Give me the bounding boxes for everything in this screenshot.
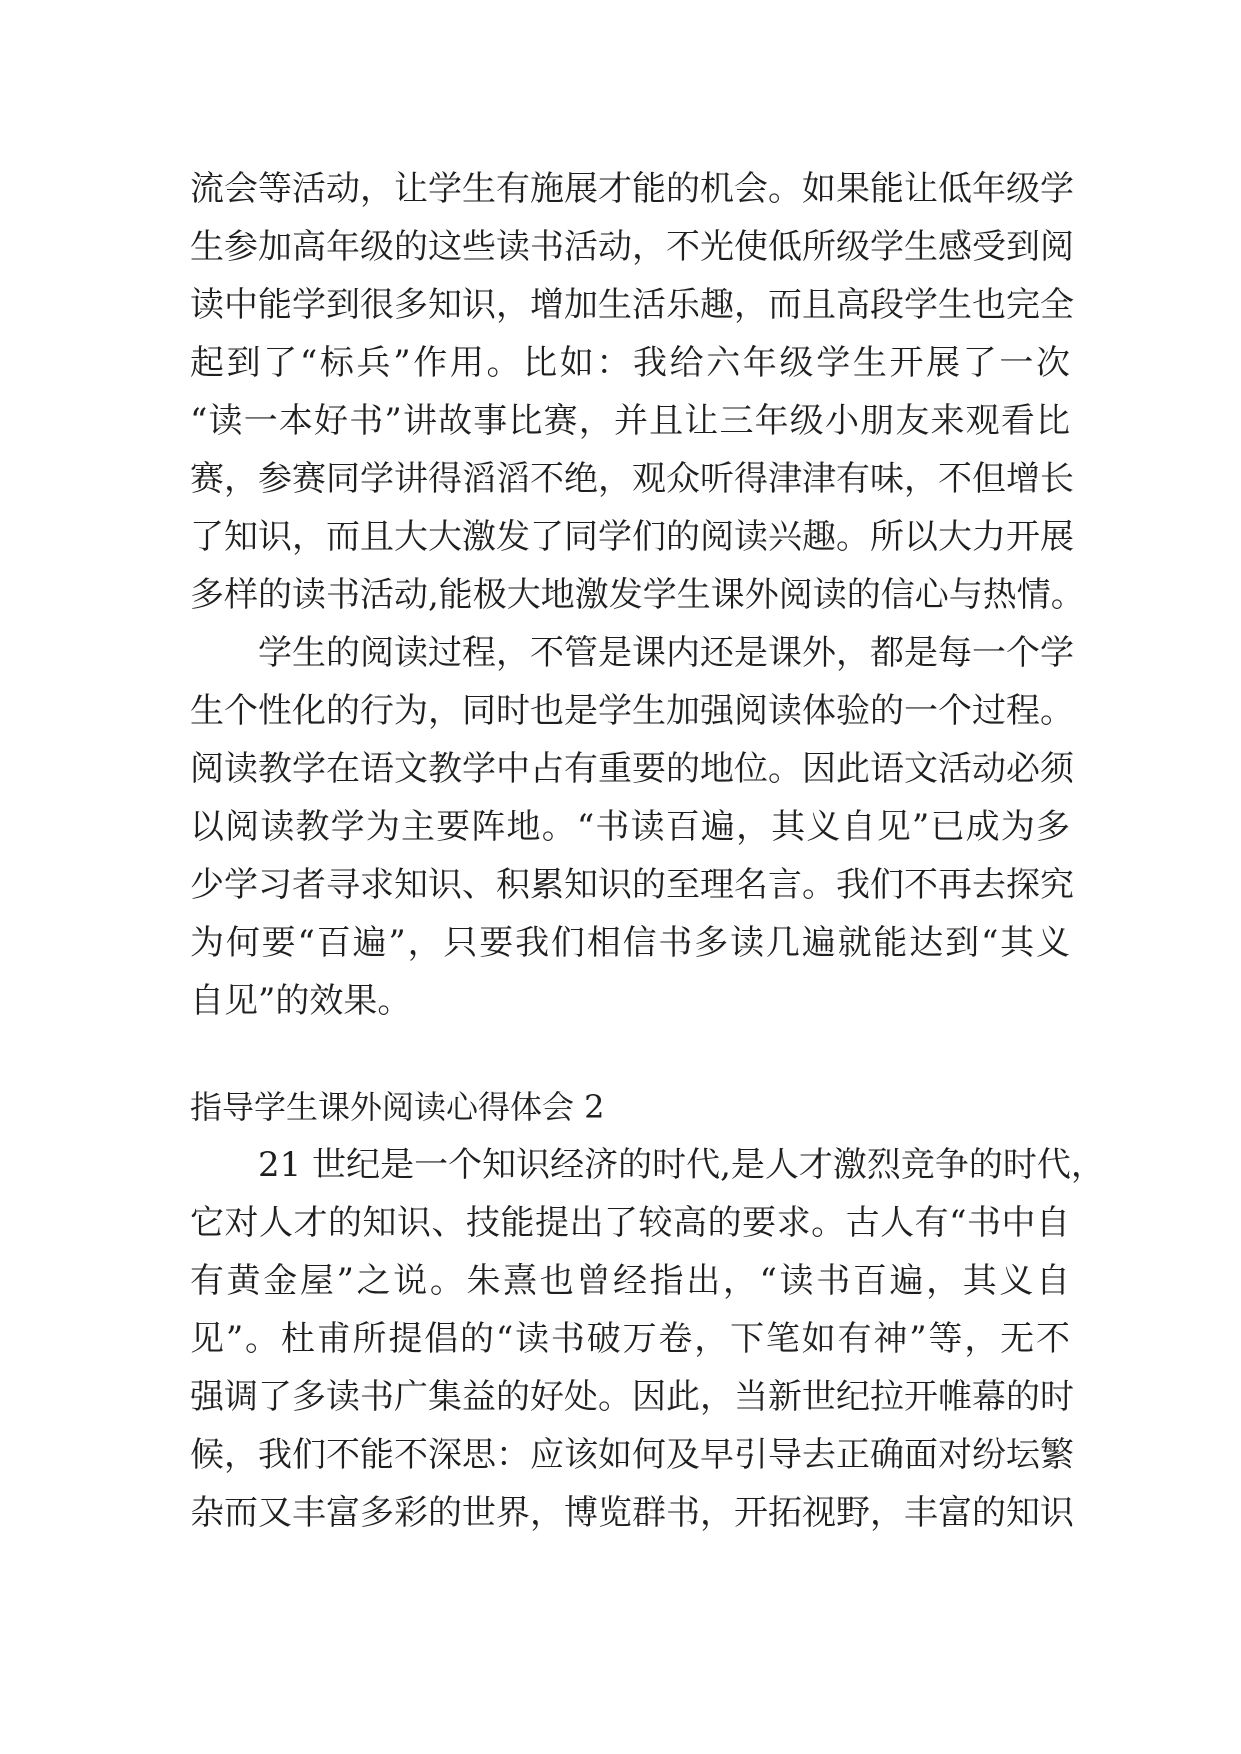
text-line: 生参加高年级的这些读书活动，不光使低所级学生感受到阅 bbox=[190, 227, 1074, 267]
text-line: 阅读教学在语文教学中占有重要的地位。因此语文活动必须 bbox=[190, 749, 1074, 789]
text-line: 见”。杜甫所提倡的“读书破万卷，下笔如有神”等，无不 bbox=[190, 1319, 1070, 1359]
text-line: 为何要“百遍”，只要我们相信书多读几遍就能达到“其义 bbox=[190, 923, 1070, 963]
text-line: 少学习者寻求知识、积累知识的至理名言。我们不再去探究 bbox=[190, 865, 1074, 905]
text-line: 起到了“标兵”作用。比如：我给六年级学生开展了一次 bbox=[190, 343, 1070, 383]
text-line: 多样的读书活动,能极大地激发学生课外阅读的信心与热情。 bbox=[190, 575, 1085, 615]
section-heading: 指导学生课外阅读心得体会 2 bbox=[190, 1088, 605, 1126]
text-line: 赛，参赛同学讲得滔滔不绝，观众听得津津有味，不但增长 bbox=[190, 459, 1074, 499]
text-line: 强调了多读书广集益的好处。因此，当新世纪拉开帷幕的时 bbox=[190, 1377, 1074, 1417]
text-line: 21 世纪是一个知识经济的时代,是人才激烈竞争的时代， bbox=[258, 1145, 1105, 1185]
text-line: 了知识，而且大大激发了同学们的阅读兴趣。所以大力开展 bbox=[190, 517, 1074, 557]
paragraph-21st-century bbox=[190, 1136, 1105, 1542]
paragraph-reading-activities bbox=[190, 160, 1085, 624]
text-line: 学生的阅读过程，不管是课内还是课外，都是每一个学 bbox=[258, 633, 1074, 673]
text-line: 以阅读教学为主要阵地。“书读百遍，其义自见”已成为多 bbox=[190, 807, 1070, 847]
text-line: 流会等活动，让学生有施展才能的机会。如果能让低年级学 bbox=[190, 169, 1074, 209]
text-line: 有黄金屋”之说。朱熹也曾经指出，“读书百遍，其义自 bbox=[190, 1261, 1070, 1301]
text-line: 杂而又丰富多彩的世界，博览群书，开拓视野，丰富的知识 bbox=[190, 1493, 1074, 1533]
text-line: “读一本好书”讲故事比赛，并且让三年级小朋友来观看比 bbox=[190, 401, 1070, 441]
text-line: 它对人才的知识、技能提出了较高的要求。古人有“书中自 bbox=[190, 1203, 1070, 1243]
text-line: 读中能学到很多知识，增加生活乐趣，而且高段学生也完全 bbox=[190, 285, 1074, 325]
text-line: 候，我们不能不深思：应该如何及早引导去正确面对纷坛繁 bbox=[190, 1435, 1074, 1475]
text-line: 生个性化的行为，同时也是学生加强阅读体验的一个过程。 bbox=[190, 691, 1074, 731]
paragraph-reading-process bbox=[190, 624, 1074, 1030]
text-line: 自见”的效果。 bbox=[190, 981, 412, 1021]
